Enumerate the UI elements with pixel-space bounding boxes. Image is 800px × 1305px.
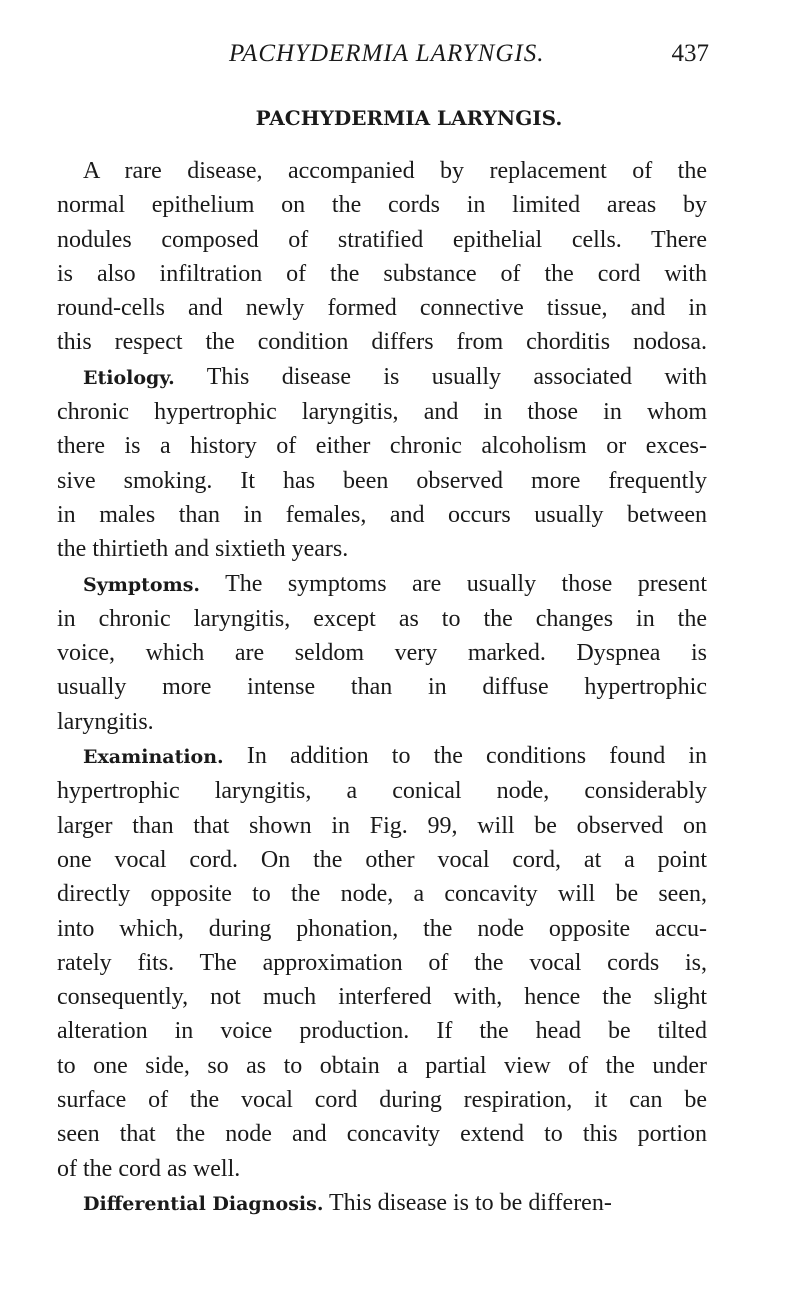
text-line: of the cord as well. [57, 1155, 241, 1182]
differential-first-line: This disease is to be differen- [329, 1189, 612, 1216]
text-line: into which, during phonation, the node opposite accu- [57, 915, 707, 942]
text-line: laryngitis. [57, 708, 154, 735]
text-line: in chronic laryngitis, except as to the changes in the [57, 605, 707, 632]
text-line [57, 360, 707, 395]
text-line: chronic hypertrophic laryngitis, and in those in whom [57, 399, 707, 426]
section-heading: PACHYDERMIA LARYNGIS. [255, 106, 563, 130]
text-line: the thirtieth and sixtieth years. [57, 536, 349, 563]
text-line: hypertrophic laryngitis, a conical node, considerably [57, 778, 707, 805]
text-line: directly opposite to the node, a concavity will be seen, [57, 881, 707, 908]
page-number: 437 [671, 40, 709, 67]
text-line: nodules composed of stratified epithelial cells. There [57, 226, 707, 253]
running-head [229, 40, 709, 80]
etiology-paragraph [57, 360, 707, 567]
symptoms-paragraph [57, 567, 707, 739]
symptoms-first-line: The symptoms are usually those present [225, 570, 707, 597]
text-line [57, 567, 707, 602]
text-line: usually more intense than in diffuse hypertrophic [57, 674, 707, 701]
intro-paragraph [57, 154, 707, 360]
differential-label: Differential Diagnosis. [83, 1192, 324, 1215]
examination-label: Examination. [83, 746, 224, 769]
body-text [57, 154, 707, 1221]
text-line [57, 739, 707, 774]
text-line: seen that the node and concavity extend to this portion [57, 1121, 707, 1148]
text-line: there is a history of either chronic alcoholism or exces- [57, 433, 707, 460]
text-line: in males than in females, and occurs usually between [57, 501, 707, 528]
etiology-first-line: This disease is usually associated with [206, 363, 707, 390]
text-line: consequently, not much interfered with, hence the slight [57, 984, 707, 1011]
text-line: to one side, so as to obtain a partial view of the under [57, 1052, 707, 1079]
text-line: rately fits. The approximation of the vocal cords is, [57, 949, 707, 976]
text-line: one vocal cord. On the other vocal cord, at a point [57, 846, 707, 873]
running-title: PACHYDERMIA LARYNGIS. [229, 40, 545, 67]
symptoms-label: Symptoms. [83, 573, 201, 596]
text-line: is also infiltration of the substance of the cord with [57, 260, 707, 287]
examination-paragraph [57, 739, 707, 1186]
text-line: alteration in voice production. If the head be tilted [57, 1018, 707, 1045]
text-line: sive smoking. It has been observed more frequently [57, 467, 707, 494]
text-line: normal epithelium on the cords in limited areas by [57, 192, 707, 219]
text-line: surface of the vocal cord during respiration, it can be [57, 1087, 707, 1114]
text-line: this respect the condition differs from chorditis nodosa. [57, 329, 707, 356]
examination-first-line: In addition to the conditions found in [246, 743, 708, 770]
text-line: round-cells and newly formed connective tissue, and in [57, 295, 707, 322]
text-line: A rare disease, accompanied by replacement of the [83, 158, 707, 184]
text-line: voice, which are seldom very marked. Dyspnea is [57, 640, 707, 667]
text-line: larger than that shown in Fig. 99, will be observed on [57, 812, 707, 839]
text-line [57, 1186, 707, 1221]
differential-paragraph [57, 1186, 707, 1221]
etiology-label: Etiology. [83, 366, 175, 389]
